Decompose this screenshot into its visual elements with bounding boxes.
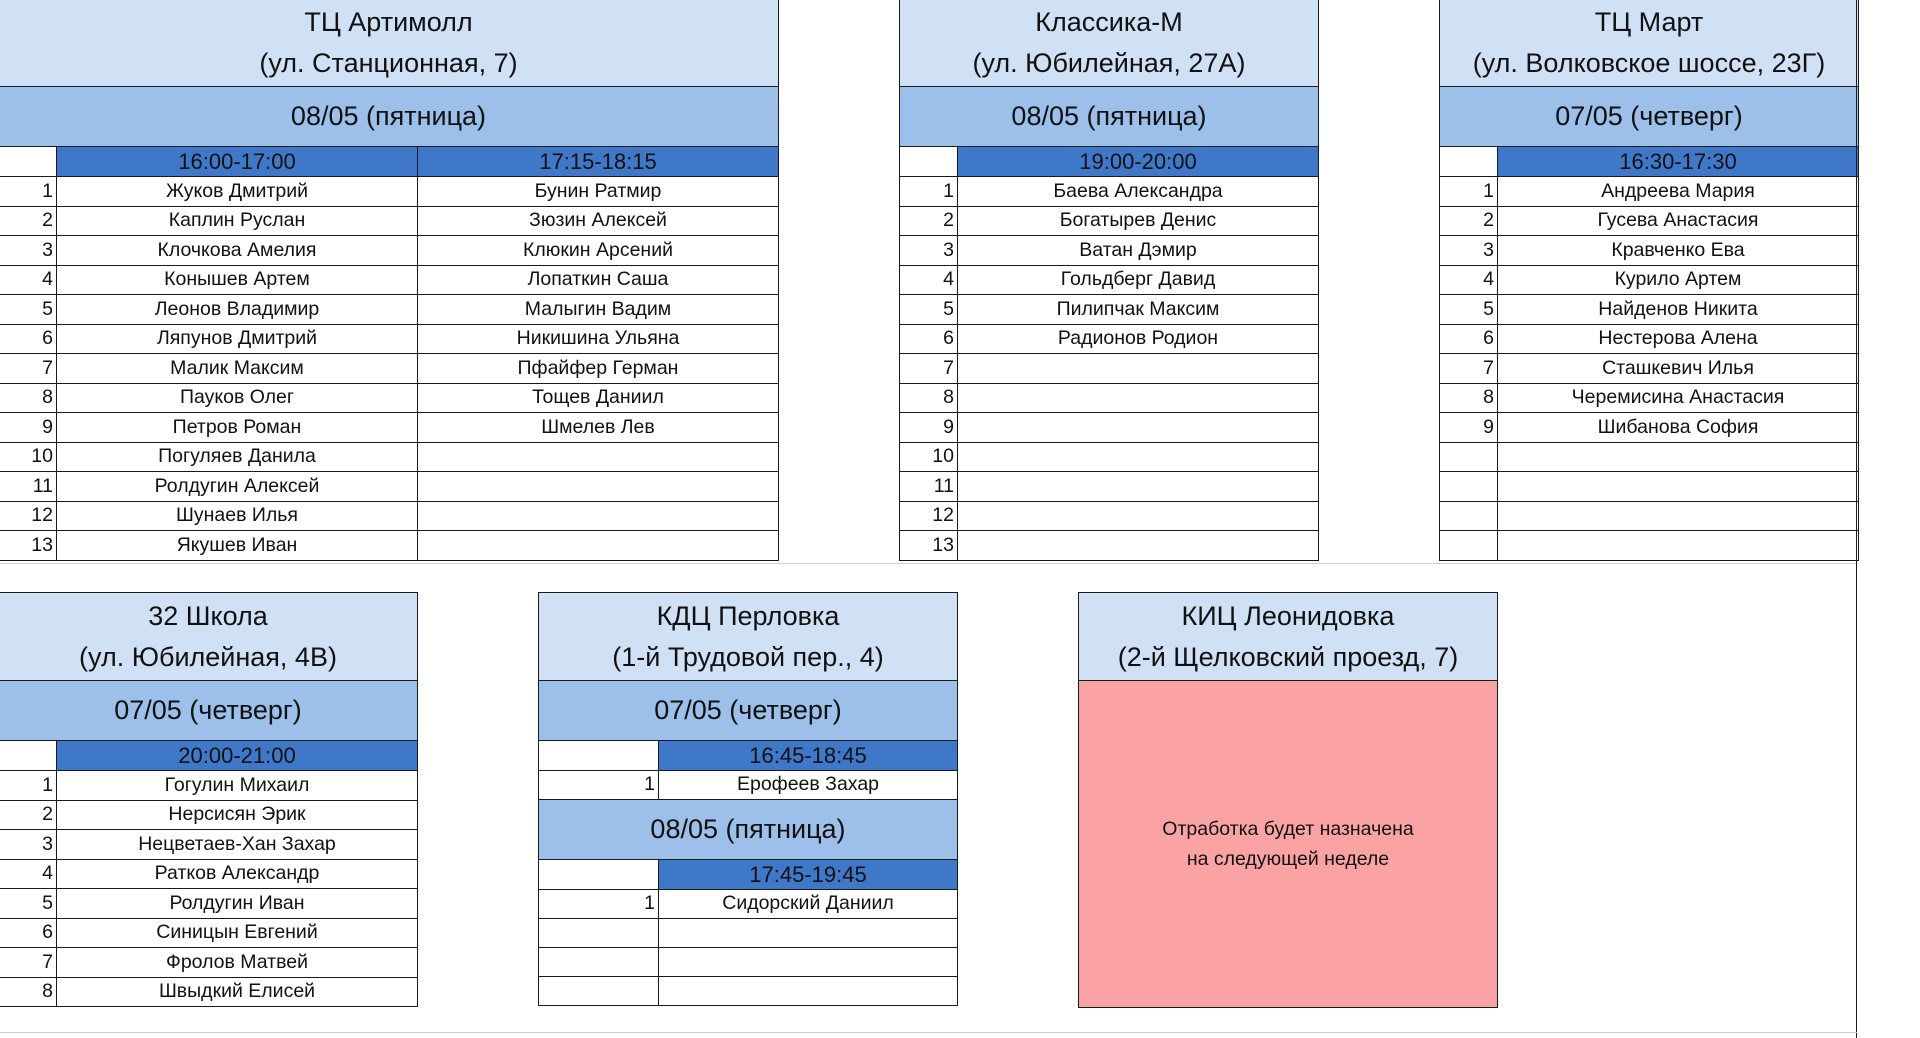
block-school32 — [0, 592, 418, 1007]
table-row — [0, 383, 779, 413]
table-row — [900, 295, 1319, 325]
empty-cell — [539, 741, 659, 771]
venue-address: (ул. Юбилейная, 27А) — [972, 47, 1246, 78]
table-row — [1440, 354, 1859, 384]
table-row — [0, 859, 418, 889]
table-row — [1440, 442, 1859, 472]
row-number: 6 — [0, 918, 57, 948]
student-name: Шмелев Лев — [418, 413, 779, 443]
table-row — [1440, 383, 1859, 413]
table-row — [0, 948, 418, 978]
row-number: 13 — [0, 531, 57, 561]
date-header: 08/05 (пятница) — [900, 87, 1319, 147]
row-number — [1440, 472, 1498, 502]
student-name: Гогулин Михаил — [57, 771, 418, 801]
empty-cell — [659, 948, 958, 977]
venue-title: ТЦ Артимолл — [304, 6, 473, 37]
venue-title: КДЦ Перловка — [656, 600, 840, 631]
row-number: 4 — [0, 265, 57, 295]
student-name: Петров Роман — [57, 413, 418, 443]
row-number: 9 — [900, 413, 958, 443]
klassika-table — [899, 0, 1319, 561]
student-name: Малыгин Вадим — [418, 295, 779, 325]
table-row — [1440, 236, 1859, 266]
row-number — [1440, 531, 1498, 561]
venue-header — [539, 593, 958, 681]
table-row — [0, 800, 418, 830]
row-number: 1 — [1440, 177, 1498, 207]
row-number: 11 — [0, 472, 57, 502]
table-row — [0, 442, 779, 472]
row-number: 2 — [0, 800, 57, 830]
section-divider — [0, 563, 1857, 564]
student-name: Ляпунов Дмитрий — [57, 324, 418, 354]
time-slot: 20:00-21:00 — [57, 741, 418, 771]
empty-cell — [1440, 147, 1498, 177]
row-number: 4 — [900, 265, 958, 295]
venue-header — [0, 593, 418, 681]
student-name: Курило Артем — [1498, 265, 1859, 295]
row-number: 2 — [1440, 206, 1498, 236]
student-name: Шибанова София — [1498, 413, 1859, 443]
student-name — [418, 501, 779, 531]
student-name — [958, 531, 1319, 561]
student-name: Бунин Ратмир — [418, 177, 779, 207]
table-row — [0, 771, 418, 801]
table-row — [0, 413, 779, 443]
venue-header — [900, 0, 1319, 87]
notice-line-2: на следующей неделе — [1186, 848, 1390, 870]
empty-cell — [539, 977, 659, 1006]
table-row — [1440, 265, 1859, 295]
notice-line-1: Отработка будет назначена — [1162, 818, 1414, 840]
page-right-border — [1856, 0, 1857, 1038]
block-klassika — [899, 0, 1319, 561]
table-row — [0, 977, 418, 1007]
row-number: 6 — [900, 324, 958, 354]
row-number: 8 — [0, 383, 57, 413]
block-mart — [1439, 0, 1859, 561]
row-number: 10 — [0, 442, 57, 472]
row-number: 1 — [0, 771, 57, 801]
student-name: Якушев Иван — [57, 531, 418, 561]
empty-cell — [0, 741, 57, 771]
table-row — [900, 442, 1319, 472]
time-slot: 19:00-20:00 — [958, 147, 1319, 177]
table-row — [1440, 177, 1859, 207]
student-name: Кравченко Ева — [1498, 236, 1859, 266]
table-row — [1440, 206, 1859, 236]
table-row — [1440, 472, 1859, 502]
student-name: Леонов Владимир — [57, 295, 418, 325]
table-row — [900, 206, 1319, 236]
student-name — [958, 383, 1319, 413]
row-number: 2 — [900, 206, 958, 236]
table-row — [1440, 531, 1859, 561]
date-header: 07/05 (четверг) — [539, 681, 958, 741]
student-name: Нецветаев-Хан Захар — [57, 830, 418, 860]
row-number: 7 — [0, 948, 57, 978]
venue-address: (1-й Трудовой пер., 4) — [612, 641, 884, 672]
empty-cell — [0, 147, 57, 177]
student-name — [1498, 472, 1859, 502]
student-name: Найденов Никита — [1498, 295, 1859, 325]
venue-header — [0, 0, 779, 87]
student-name: Малик Максим — [57, 354, 418, 384]
student-name: Клюкин Арсений — [418, 236, 779, 266]
venue-address: (ул. Волковское шоссе, 23Г) — [1472, 47, 1826, 78]
row-number: 3 — [1440, 236, 1498, 266]
student-name: Нерсисян Эрик — [57, 800, 418, 830]
student-name: Сидорский Даниил — [659, 890, 958, 919]
row-number: 7 — [0, 354, 57, 384]
table-row — [1440, 413, 1859, 443]
empty-cell — [539, 860, 659, 890]
row-number: 2 — [0, 206, 57, 236]
table-row — [900, 354, 1319, 384]
student-name: Конышев Артем — [57, 265, 418, 295]
student-name — [418, 531, 779, 561]
block-leonidovka — [1078, 592, 1498, 1008]
student-name: Ратков Александр — [57, 859, 418, 889]
row-number: 5 — [1440, 295, 1498, 325]
student-name: Пауков Олег — [57, 383, 418, 413]
block-artimoll — [0, 0, 779, 561]
student-name: Радионов Родион — [958, 324, 1319, 354]
student-name: Баева Александра — [958, 177, 1319, 207]
row-number: 6 — [1440, 324, 1498, 354]
table-row — [0, 177, 779, 207]
date-header: 08/05 (пятница) — [0, 87, 779, 147]
table-row — [900, 413, 1319, 443]
venue-header — [1079, 593, 1498, 681]
date-header: 08/05 (пятница) — [539, 800, 958, 860]
venue-address: (2-й Щелковский проезд, 7) — [1117, 641, 1459, 672]
student-name — [1498, 531, 1859, 561]
artimoll-table — [0, 0, 779, 561]
student-name — [958, 413, 1319, 443]
table-row — [0, 830, 418, 860]
table-row — [900, 265, 1319, 295]
row-number: 1 — [0, 177, 57, 207]
row-number: 3 — [0, 830, 57, 860]
empty-cell — [659, 977, 958, 1006]
student-name: Лопаткин Саша — [418, 265, 779, 295]
row-number: 9 — [0, 413, 57, 443]
student-name — [958, 472, 1319, 502]
row-number: 5 — [0, 295, 57, 325]
table-row — [0, 265, 779, 295]
student-name — [958, 442, 1319, 472]
student-name: Швыдкий Елисей — [57, 977, 418, 1007]
student-name: Шунаев Илья — [57, 501, 418, 531]
student-name: Ролдугин Алексей — [57, 472, 418, 502]
table-row — [900, 501, 1319, 531]
student-name: Гусева Анастасия — [1498, 206, 1859, 236]
student-name: Гольдберг Давид — [958, 265, 1319, 295]
notice-cell — [1079, 681, 1498, 1008]
row-number — [1440, 442, 1498, 472]
row-number: 7 — [900, 354, 958, 384]
perlovka-table — [538, 592, 958, 1006]
date-header: 07/05 (четверг) — [1440, 87, 1859, 147]
student-name: Черемисина Анастасия — [1498, 383, 1859, 413]
student-name: Тощев Даниил — [418, 383, 779, 413]
row-number: 1 — [539, 771, 659, 800]
time-slot: 17:45-19:45 — [659, 860, 958, 890]
venue-title: Классика-М — [1035, 6, 1183, 37]
student-name: Ерофеев Захар — [659, 771, 958, 800]
empty-cell — [900, 147, 958, 177]
row-number: 9 — [1440, 413, 1498, 443]
empty-cell — [539, 919, 659, 948]
row-number: 11 — [900, 472, 958, 502]
row-number: 1 — [900, 177, 958, 207]
student-name — [418, 472, 779, 502]
table-row — [0, 324, 779, 354]
student-name: Нестерова Алена — [1498, 324, 1859, 354]
table-row — [0, 889, 418, 919]
venue-address: (ул. Станционная, 7) — [259, 47, 518, 78]
student-name: Синицын Евгений — [57, 918, 418, 948]
school32-table — [0, 592, 418, 1007]
student-name — [418, 442, 779, 472]
student-name — [958, 354, 1319, 384]
venue-title: КИЦ Леонидовка — [1181, 600, 1395, 631]
student-name — [958, 501, 1319, 531]
row-number: 4 — [1440, 265, 1498, 295]
date-header: 07/05 (четверг) — [0, 681, 418, 741]
row-number: 3 — [0, 236, 57, 266]
student-name: Андреева Мария — [1498, 177, 1859, 207]
row-number: 1 — [539, 890, 659, 919]
empty-cell — [659, 919, 958, 948]
table-row — [0, 236, 779, 266]
student-name — [1498, 501, 1859, 531]
venue-title: ТЦ Март — [1594, 6, 1704, 37]
table-row — [1440, 295, 1859, 325]
empty-cell — [539, 948, 659, 977]
row-number: 4 — [0, 859, 57, 889]
student-name: Каплин Руслан — [57, 206, 418, 236]
block-perlovka — [538, 592, 958, 1006]
time-slot: 16:00-17:00 — [57, 147, 418, 177]
time-slot: 17:15-18:15 — [418, 147, 779, 177]
venue-address: (ул. Юбилейная, 4В) — [79, 641, 337, 672]
row-number: 8 — [900, 383, 958, 413]
student-name: Погуляев Данила — [57, 442, 418, 472]
student-name: Пилипчак Максим — [958, 295, 1319, 325]
row-number: 3 — [900, 236, 958, 266]
table-row — [0, 918, 418, 948]
mart-table — [1439, 0, 1859, 561]
venue-header — [1440, 0, 1859, 87]
table-row — [900, 236, 1319, 266]
table-row — [1440, 324, 1859, 354]
student-name: Жуков Дмитрий — [57, 177, 418, 207]
row-number: 12 — [0, 501, 57, 531]
student-name: Ватан Дэмир — [958, 236, 1319, 266]
student-name: Клочкова Амелия — [57, 236, 418, 266]
student-name: Сташкевич Илья — [1498, 354, 1859, 384]
row-number — [1440, 501, 1498, 531]
table-row — [0, 354, 779, 384]
table-row — [900, 177, 1319, 207]
table-row — [0, 531, 779, 561]
row-number: 8 — [0, 977, 57, 1007]
venue-title: 32 Школа — [148, 600, 268, 631]
student-name: Фролов Матвей — [57, 948, 418, 978]
student-name: Ролдугин Иван — [57, 889, 418, 919]
row-number: 8 — [1440, 383, 1498, 413]
row-number: 13 — [900, 531, 958, 561]
student-name: Зюзин Алексей — [418, 206, 779, 236]
leonidovka-table — [1078, 592, 1498, 1008]
table-row — [0, 295, 779, 325]
student-name: Пфайфер Герман — [418, 354, 779, 384]
table-row — [1440, 501, 1859, 531]
time-slot: 16:45-18:45 — [659, 741, 958, 771]
row-number: 6 — [0, 324, 57, 354]
table-row — [900, 324, 1319, 354]
row-number: 5 — [0, 889, 57, 919]
row-number: 12 — [900, 501, 958, 531]
table-row — [0, 206, 779, 236]
time-slot: 16:30-17:30 — [1498, 147, 1859, 177]
table-row — [900, 383, 1319, 413]
student-name: Никишина Ульяна — [418, 324, 779, 354]
student-name: Богатырев Денис — [958, 206, 1319, 236]
table-row — [900, 472, 1319, 502]
row-number: 10 — [900, 442, 958, 472]
table-row — [0, 501, 779, 531]
table-row — [0, 472, 779, 502]
bottom-divider — [0, 1032, 1857, 1033]
table-row — [900, 531, 1319, 561]
student-name — [1498, 442, 1859, 472]
row-number: 5 — [900, 295, 958, 325]
row-number: 7 — [1440, 354, 1498, 384]
